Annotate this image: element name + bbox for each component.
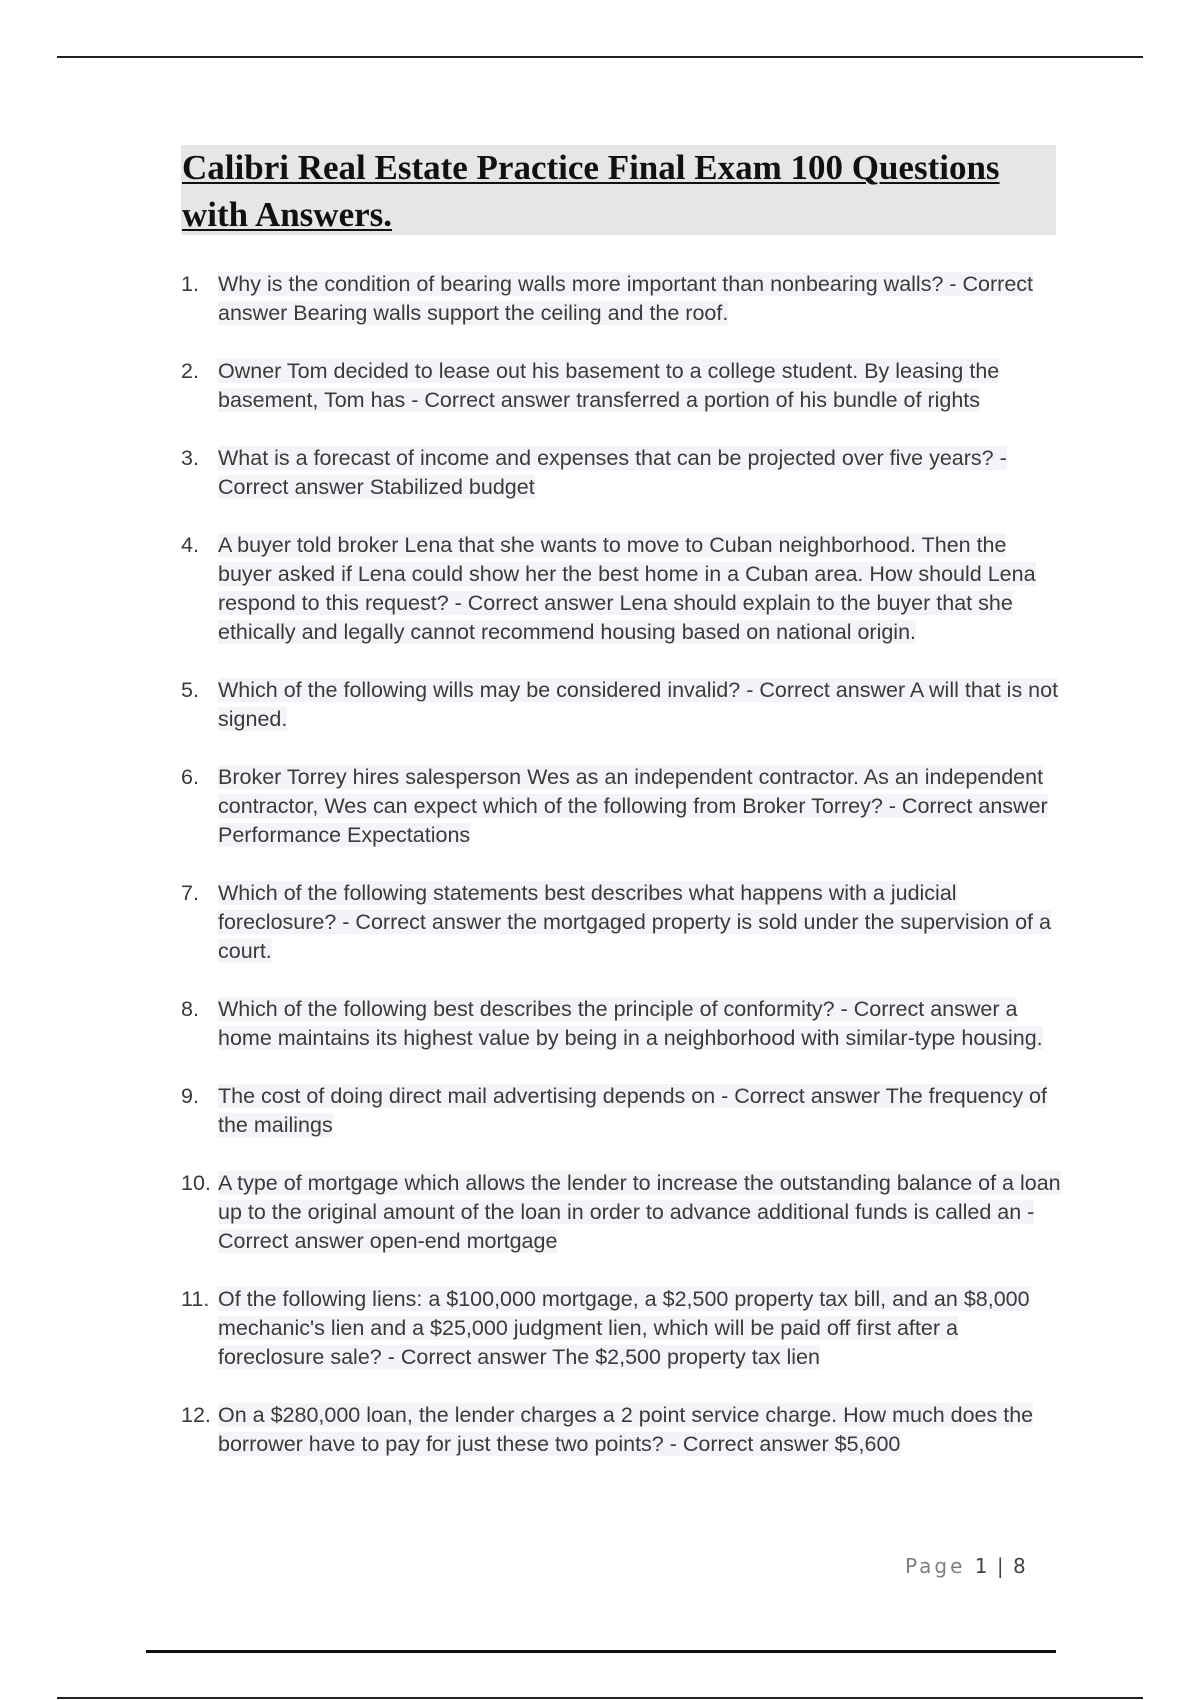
question-number: 8. xyxy=(181,997,199,1021)
question-item-9 xyxy=(181,1082,1061,1140)
question-item-4 xyxy=(181,531,1061,647)
question-text: Owner Tom decided to lease out his basement to a college student. By leasing the basement, Tom has - Correct answer transferred a portion of his bundle of rights xyxy=(218,359,1000,412)
question-text: Which of the following best describes the principle of conformity? - Correct answer a home maintains its highest value by being in a neighborhood with similar-type housing. xyxy=(218,997,1043,1050)
page-separator: | xyxy=(996,1554,1004,1578)
question-number: 2. xyxy=(181,359,199,383)
question-item-6 xyxy=(181,763,1061,850)
question-item-10 xyxy=(181,1169,1061,1256)
question-item-8 xyxy=(181,995,1061,1053)
question-item-7 xyxy=(181,879,1061,966)
bottom-rule xyxy=(57,1697,1143,1699)
question-item-2 xyxy=(181,357,1061,415)
question-text: On a $280,000 loan, the lender charges a 2 point service charge. How much does the borrower have to pay for just these two points? - Correct answer $5,600 xyxy=(218,1403,1034,1456)
question-list xyxy=(181,270,1061,1488)
question-number: 5. xyxy=(181,678,199,702)
question-number: 4. xyxy=(181,533,199,557)
question-number: 3. xyxy=(181,446,199,470)
question-text: A type of mortgage which allows the lender to increase the outstanding balance of a loan up to the original amount of the loan in order to advance additional funds is called an - Correct answer open-end mortgage xyxy=(218,1171,1061,1253)
question-item-5 xyxy=(181,676,1061,734)
question-item-12 xyxy=(181,1401,1061,1459)
page-number xyxy=(905,1554,1026,1578)
question-number: 6. xyxy=(181,765,199,789)
question-text: Of the following liens: a $100,000 mortgage, a $2,500 property tax bill, and an $8,000 mechanic's lien and a $25,000 judgment lien, which will be paid off first after a foreclosure sale? - Correct answer The $2,500 property tax lien xyxy=(218,1287,1030,1369)
question-item-11 xyxy=(181,1285,1061,1372)
page-label: Page xyxy=(905,1554,966,1578)
question-text: Broker Torrey hires salesperson Wes as an independent contractor. As an independent contractor, Wes can expect which of the following from Broker Torrey? - Correct answer Performance Expectations xyxy=(218,765,1048,847)
question-number: 11. xyxy=(181,1287,210,1311)
question-text: Why is the condition of bearing walls more important than nonbearing walls? - Correct answer Bearing walls support the ceiling and the roof. xyxy=(218,272,1034,325)
question-text: Which of the following wills may be considered invalid? - Correct answer A will that is not signed. xyxy=(218,678,1059,731)
question-number: 12. xyxy=(181,1403,211,1427)
question-text: The cost of doing direct mail advertising depends on - Correct answer The frequency of the mailings xyxy=(218,1084,1047,1137)
question-text: A buyer told broker Lena that she wants to move to Cuban neighborhood. Then the buyer asked if Lena could show her the best home in a Cuban area. How should Lena respond to this request? - Correct answer Lena should explain to the buyer that she ethically and legally cannot recommend housing based on national origin. xyxy=(218,533,1036,644)
document-title: Calibri Real Estate Practice Final Exam 100 Questions with Answers. xyxy=(182,148,1000,234)
question-text: Which of the following statements best describes what happens with a judicial foreclosure? - Correct answer the mortgaged property is sold under the supervision of a court. xyxy=(218,881,1051,963)
footer-rule xyxy=(146,1650,1056,1653)
page-total: 8 xyxy=(1012,1554,1026,1578)
question-number: 10. xyxy=(181,1171,211,1195)
page-current: 1 xyxy=(974,1554,988,1578)
question-item-3 xyxy=(181,444,1061,502)
question-number: 9. xyxy=(181,1084,199,1108)
question-number: 1. xyxy=(181,272,199,296)
question-text: What is a forecast of income and expenses that can be projected over five years? - Correct answer Stabilized budget xyxy=(218,446,1007,499)
question-item-1 xyxy=(181,270,1061,328)
question-number: 7. xyxy=(181,881,199,905)
header-rule xyxy=(57,56,1143,58)
